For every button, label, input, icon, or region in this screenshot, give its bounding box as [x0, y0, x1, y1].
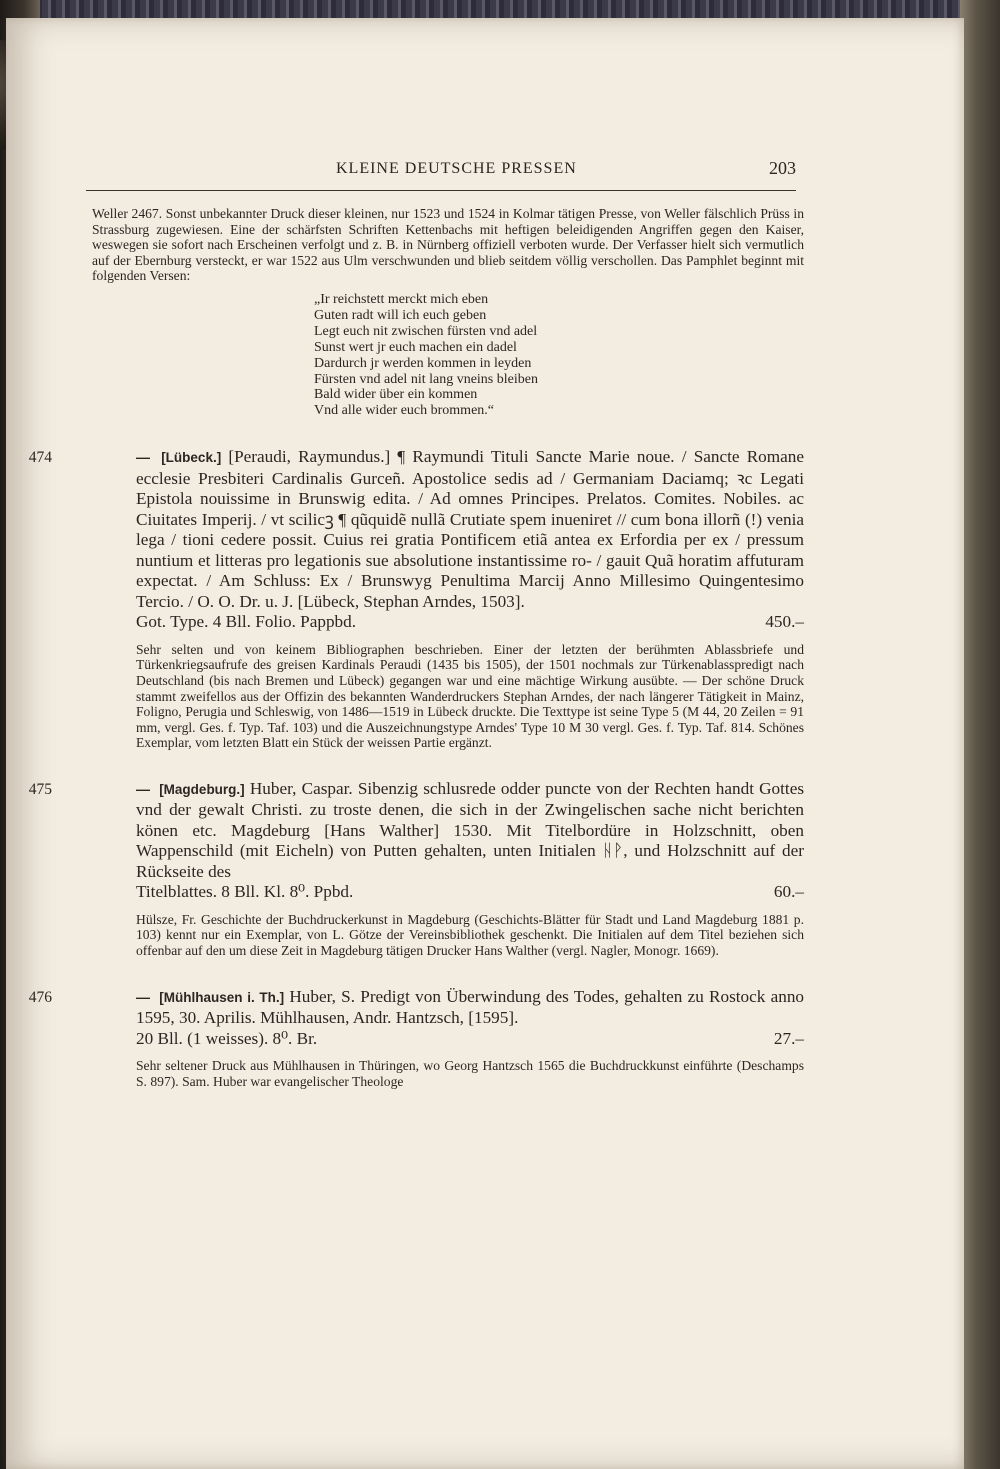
entry-place: [Magdeburg.]	[159, 781, 245, 797]
entry-collation: Got. Type. 4 Bll. Folio. Pappbd.	[136, 612, 357, 632]
header-rule	[86, 190, 796, 191]
catalog-entry-476	[28, 986, 805, 1090]
verse-line: „Ir reichstett merckt mich eben	[314, 291, 489, 307]
entry-collation: 20 Bll. (1 weisses). 8⁰. Br.	[136, 1028, 318, 1048]
entry-collation: Titelblattes. 8 Bll. Kl. 8⁰. Ppbd.	[136, 882, 354, 902]
verse-line: Fürsten vnd adel nit lang vneins bleiben	[314, 371, 538, 387]
entry-place: [Lübeck.]	[161, 450, 222, 466]
intro-paragraph: Weller 2467. Sonst unbekannter Druck dieser kleinen, nur 1523 und 1524 in Kolmar tätigen Presse, von Weller fälschlich Prüss in Strassburg zugewiesen. Eine der schärfsten Schriften Kettenbachs mit heftigen beleidigenden Angriffen gegen den Kaiser, weswegen sie sofort nach Erscheinen verfolgt und z. B. in Nürnberg offiziell verboten wurde. Der Verfasser hielt sich vermutlich auf der Ebernburg versteckt, er war 1522 aus Ulm verschwunden und blieb seitdem völlig verschollen. Das Pamphlet beginnt mit folgenden Versen:	[92, 206, 804, 284]
entry-number: 475	[28, 780, 52, 798]
verse-line: Vnd alle wider euch brommen.“	[314, 403, 494, 419]
catalog-entry-475	[28, 778, 805, 959]
running-title: KLEINE DEUTSCHE PRESSEN	[336, 160, 577, 177]
entry-note	[92, 642, 804, 751]
verse-line: Guten radt will ich euch geben	[314, 307, 487, 323]
entry-note	[92, 1058, 804, 1089]
entry-number: 476	[28, 988, 52, 1006]
verse-line: Dardurch jr werden kommen in leyden	[314, 355, 532, 371]
page-number: 203	[769, 158, 796, 178]
entry-collation-line	[136, 612, 804, 633]
catalog-entry-474	[28, 447, 804, 751]
verse-quote	[314, 292, 804, 419]
intro-note	[92, 206, 804, 284]
entry-body: Huber, S. Predigt von Überwindung des Todes, gehalten zu Rostock anno 1595, 30. Aprilis. Mühlhausen, Andr. Hantzsch, [1595].	[136, 986, 805, 1028]
verse-line: Sunst wert jr euch machen ein dadel	[314, 339, 517, 355]
entry-description	[92, 447, 804, 633]
entry-place: [Mühlhausen i. Th.]	[159, 989, 285, 1005]
entry-body: Huber, Caspar. Sibenzig schlusrede odder puncte von der Rechten handt Gottes vnd der gewalt Christi. zu troste denen, die sich in der Zwingelischen sache nicht berichten könen etc. Magdeburg [Hans Walther] 1530. Mit Titelbordüre in Holzschnitt, oben Wappenschild (mit Eicheln) von Putten gehalten, unten Initialen ᚺᚹ, und Holzschnitt auf der Rückseite des	[136, 778, 805, 881]
entry-note-text: Sehr seltener Druck aus Mühlhausen in Thüringen, wo Georg Hantzsch 1565 die Buchdruckkunst einführte (Deschamps S. 897). Sam. Huber war evangelischer Theologe	[136, 1058, 804, 1089]
entry-note	[92, 912, 804, 959]
entry-collation-line	[136, 882, 804, 903]
entry-description	[92, 779, 804, 903]
verse-line: Bald wider über ein kommen	[314, 387, 478, 403]
verse-line: Legt euch nit zwischen fürsten vnd adel	[314, 323, 538, 339]
entry-note-text: Hülsze, Fr. Geschichte der Buchdruckerkunst in Magdeburg (Geschichts-Blätter für Stadt und Land Magdeburg 1881 p. 103) kennt nur ein Exemplar, von L. Götze der Vereinsbibliothek geschenkt. Die Initialen auf dem Titel beziehen sich offenbar auf den um diese Zeit in Magdeburg tätigen Drucker Hans Walther (vergl. Nagler, Monogr. 1669).	[136, 911, 804, 959]
entry-body: [Peraudi, Raymundus.] ¶ Raymundi Tituli Sancte Marie noue. / Sancte Romane ecclesie Presbiteri Cardinalis Gurceñ. Apostolice sedis ad / Germaniam Daciamq; ꝛc Legati Epistola nouissime in Brunswig edita. / Ad omnes Principes. Prelatos. Comites. Nobiles. ac Ciuitates Imperij. / vt scilicꝫ ¶ qũquidẽ nullã Crutiate spem inueniret // cum bona illorñ (!) venia lega / tioni cedere possit. Cuius rei gratia Pontificem etiã antea ex Erfordia per ex / pressum nuntium et litteras pro legationis sue absolutione instantissime ro- / gauit Quã horatim affuturam expectat. / Am Schluss: Ex / Brunswyg Penultima Marcij Anno Millesimo Quingentesimo Tercio. / O. O. Dr. u. J. [Lübeck, Stephan Arndes, 1503].	[136, 447, 804, 611]
page-content	[28, 206, 805, 1089]
entry-price: 450.–	[765, 612, 804, 632]
entry-dash: —	[136, 449, 150, 466]
page-stack-edge	[960, 0, 1000, 1469]
entry-price: 27.–	[773, 1028, 804, 1048]
book-page	[6, 18, 964, 1469]
entry-collation-line	[136, 1029, 804, 1050]
book-edge-top	[0, 0, 1000, 18]
entry-dash: —	[136, 780, 150, 797]
entry-description	[92, 987, 804, 1050]
entry-dash: —	[136, 988, 150, 1005]
entry-price: 60.–	[773, 882, 804, 902]
entry-number: 474	[28, 449, 52, 467]
entry-note-text: Sehr selten und von keinem Bibliographen beschrieben. Einer der letzten der berühmten Ablassbriefe und Türkenkriegsaufrufe des greisen Kardinals Peraudi (1435 bis 1505), der 1501 nochmals zur Türkenablasspredigt nach Deutschland (bis nach Bremen und Lübeck) gegangen war und eine mächtige Wirkung ausübte. — Der schöne Druck stammt zweifellos aus der Offizin des bekannten Wanderdruckers Stephan Arndes, der nach längerer Tätigkeit in Mainz, Foligno, Perugia und Schleswig, von 1486—1519 in Lübeck druckte. Die Texttype ist seine Type 5 (M 44, 20 Zeilen = 91 mm, vergl. Ges. f. Typ. Taf. 103) und die Auszeichnungstype Arndes' Type 10 M 30 vergl. Ges. f. Typ. Taf. 814. Schönes Exemplar, vom letzten Blatt ein Stück der weissen Partie ergänzt.	[136, 641, 804, 751]
page-header	[86, 158, 796, 198]
